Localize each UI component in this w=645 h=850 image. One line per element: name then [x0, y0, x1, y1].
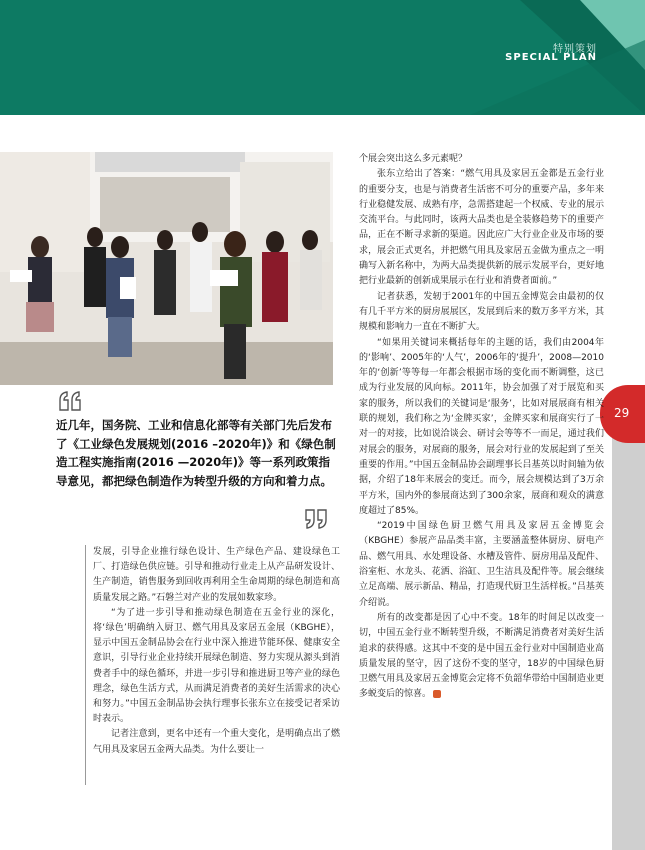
paragraph-text: 所有的改变都是因了心中不变。18年的时间足以改变一切，中国五金行业不断转型升级，不断满足消费者对美好生活追求的获得感。这其中不变的是中国五金行业对中国制造业高质量发展的坚守，因了这份不变的坚守，18岁的中国绿色厨卫燃气用具及家居五金博览会定将不负韶华带给中国制造业更多蜕变后的惊喜。 — [359, 612, 604, 700]
close-quote-icon — [302, 508, 328, 530]
paragraph-final — [359, 611, 604, 703]
pull-quote: 近几年，国务院、工业和信息化部等有关部门先后发布了《工业绿色发展规划(2016 –2020年)》和《绿色制造工程实施指南(2016 —2020年)》等一系列政策指导意见，都把绿色制造作为转型升级的方向和着力点。 — [56, 418, 336, 488]
paragraph: “2019中国绿色厨卫燃气用具及家居五金博览会（KBGHE）参展产品品类丰富，主要涵盖整体厨房、厨电产品、燃气用具、水处理设备、水槽及管件、厨房用品及配件、浴室柜、水龙头、花洒、浴缸、卫生洁具及配件等。展会继续立足高端、展示新品、精品，打造现代厨卫生活样板。”吕基英介绍说。 — [359, 521, 604, 608]
paragraph: “如果用关键词来概括每年的主题的话，我们由2004年的‘影响’、2005年的‘人气’，2006年的‘提升’，2008—2010年的‘创新’等等每一年都会根据市场的变化而不断调整，这已成为行业发展的风向标。2011年，协会加强了对于展览和买家的服务，所以我们的关键词是‘服务’，比如对展展商有相关联的规划，我们称之为‘金牌买家’，金牌买家和展商实行了一对一的对接，比如说洽谈会、研讨会等等不一而足，通过我们对展会的服务，对展商的服务，展会对行业的发展起到了至关重要的作用。”中国五金制品协会副理事长吕基英以时间轴为依据，介绍了18年来展会的变迁。而今，展会规模达到了3万余平方米，国内外的参展商达到了300余家，展商和观众的满意度超过了85%。 — [359, 337, 604, 516]
paragraph: 发展，引导企业推行绿色设计、生产绿色产品、建设绿色工厂、打造绿色供应链。引导和推动行业走上从产品研发设计、生产制造，销售服务到回收再利用全生命周期的绿色制造和高质量发展之路。”石磐兰对产业的发展如数家珍。 — [93, 547, 340, 603]
paragraph: 记者获悉，发轫于2001年的中国五金博览会由最初的仅有几千平方米的厨房展展区，发展到后来的数万多平方米，其规模和影响力一直在不断扩大。 — [359, 291, 604, 333]
end-mark-icon — [433, 690, 441, 698]
section-label-zh: 特别策划 — [553, 44, 597, 55]
paragraph: “为了进一步引导和推动绿色制造在五金行业的深化，将‘绿色’明确纳入厨卫、燃气用具及家居五金展（KBGHE），显示中国五金制品协会在行业中深入推进节能环保、健康安全意识，引导行业企业持续开展绿色制造、努力实现从源头到消费者手中的绿色循环，并进一步引导和推进厨卫等产业的绿色理念，绿色生活方式，从而满足消费者的美好生活需求的决心和努力。”中国五金制品协会执行理事长张东立在接受记者采访时表示。 — [93, 607, 340, 725]
right-column — [359, 152, 604, 703]
section-header — [0, 0, 645, 115]
open-quote-icon — [58, 390, 84, 412]
page-number: 29 — [614, 406, 630, 420]
paragraph: 个展会突出这么多元素呢？ — [359, 154, 468, 164]
side-margin-bar — [612, 390, 645, 850]
left-column — [93, 545, 340, 758]
section-label-en: SPECIAL PLAN — [505, 52, 597, 63]
column-rule — [85, 545, 86, 785]
paragraph: 张东立给出了答案：“燃气用具及家居五金都是五金行业的重要分支，也是与消费者生活密不可分的重要产品，多年来行业稳健发展、成熟有序，急需搭建起一个权威、专业的展示交流平台。与此同时，该两大品类也是全装修趋势下的重要产品，正在不断寻求新的渠道。因此应广大行业企业及市场的要求，展会正式更名，并把燃气用具及家居五金做为重点之一明确写入新名称中，为两大品类提供新的展示发展平台，更好地把行业最新的创新成果展示在行业和消费者面前。” — [359, 169, 604, 287]
paragraph: 记者注意到，更名中还有一个重大变化，是明确点出了燃气用具及家居五金两大品类。为什么要让一 — [93, 729, 340, 755]
exhibition-photo — [0, 152, 333, 385]
